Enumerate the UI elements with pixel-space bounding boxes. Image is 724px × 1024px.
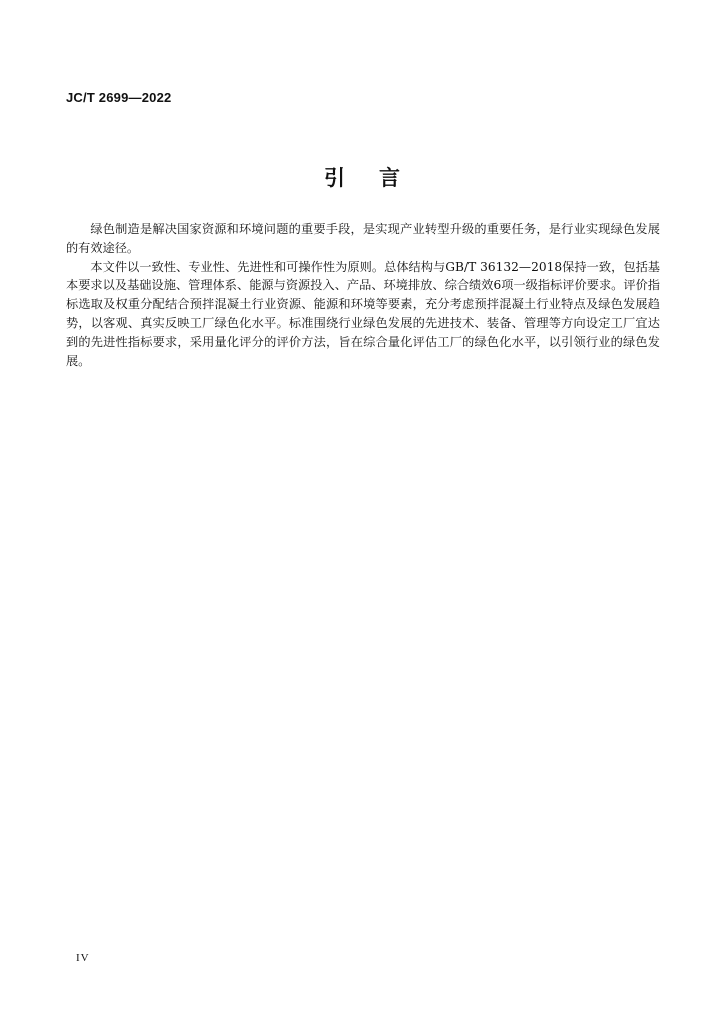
standard-code: JC/T 2699—2022 [66, 90, 172, 105]
page-title: 引言 [324, 166, 434, 190]
page-number: IV [76, 952, 90, 964]
paragraph: 本文件以一致性、专业性、先进性和可操作性为原则。总体结构与GB/T 36132—2018保持一致，包括基本要求以及基础设施、管理体系、能源与资源投入、产品、环境排放、综合绩效6项一级指标评价要求。评价指标选取及权重分配结合预拌混凝土行业资源、能源和环境等要素，充分考虑预拌混凝土行业特点及绿色发展趋势，以客观、真实反映工厂绿色化水平。标准围绕行业绿色发展的先进技术、装备、管理等方向设定工厂宜达到的先进性指标要求，采用量化评分的评价方法，旨在综合量化评估工厂的绿色化水平，以引领行业的绿色发展。 [66, 259, 660, 368]
document-body [66, 220, 660, 370]
paragraph: 绿色制造是解决国家资源和环境问题的重要手段，是实现产业转型升级的重要任务，是行业实现绿色发展的有效途径。 [66, 222, 660, 255]
